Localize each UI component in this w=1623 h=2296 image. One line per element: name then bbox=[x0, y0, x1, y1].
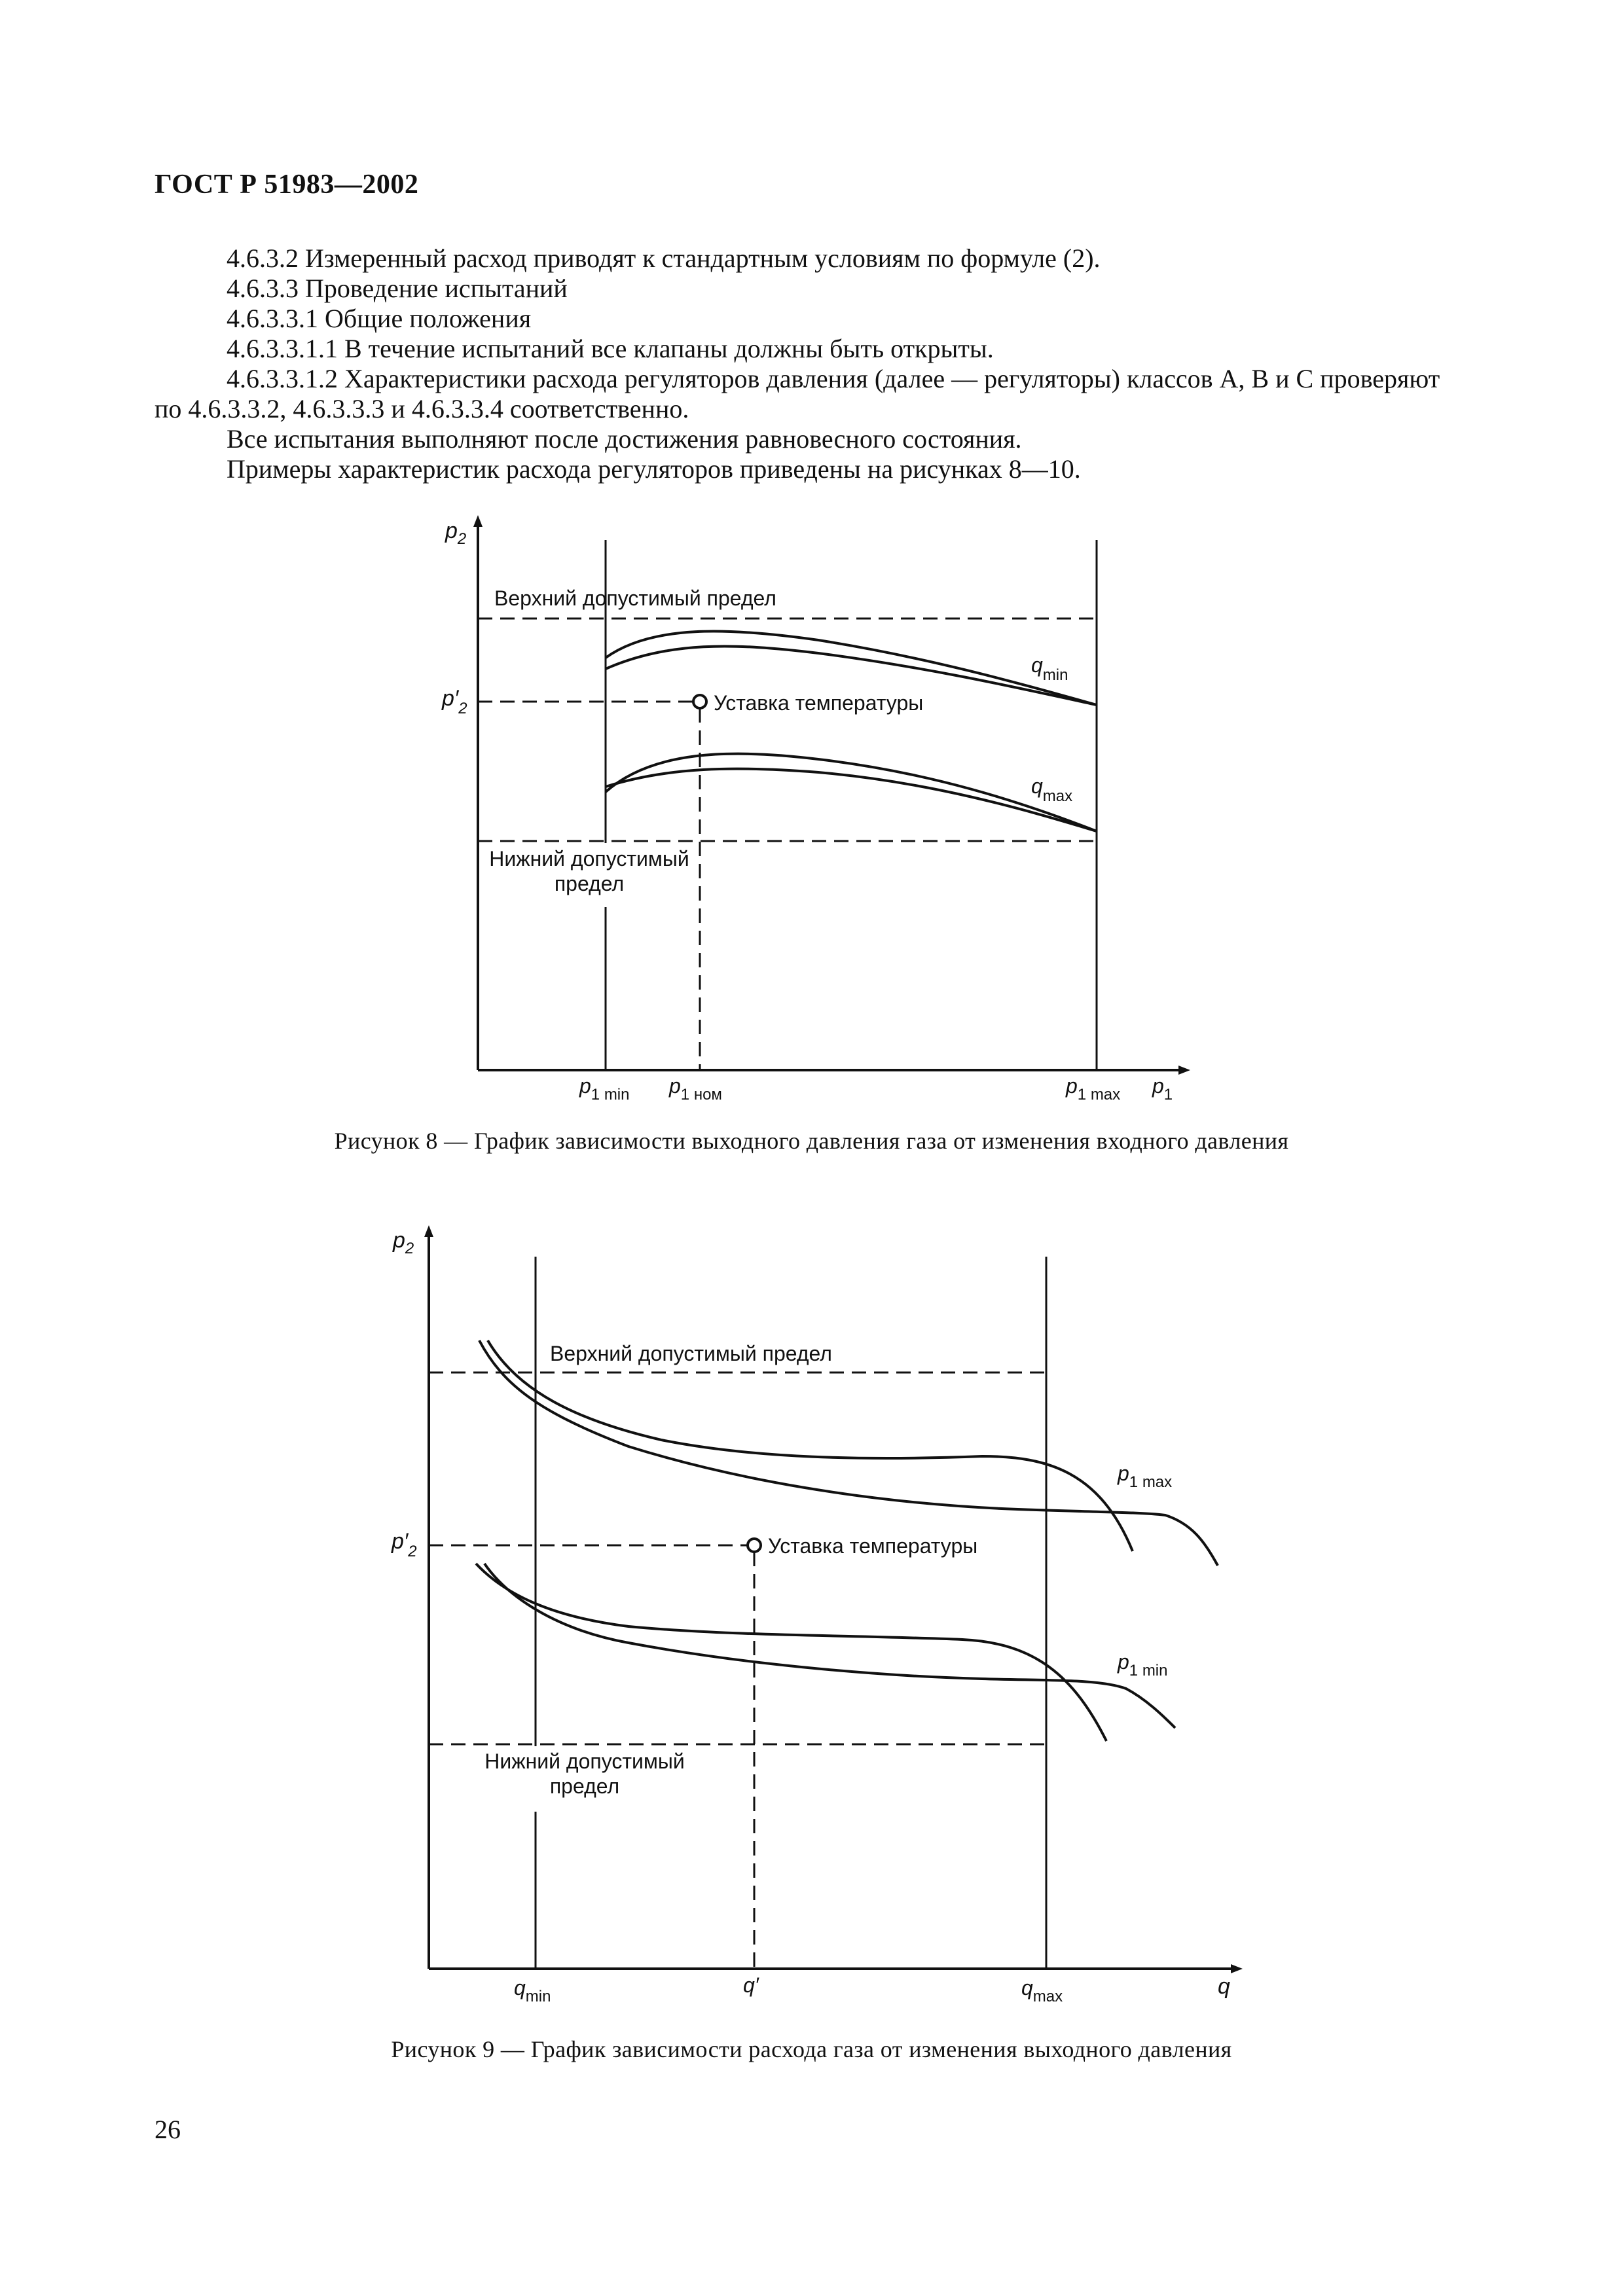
document-header: ГОСТ Р 51983—2002 bbox=[155, 170, 419, 200]
y-tick-setpoint-label: $p'_2$ bbox=[442, 686, 467, 717]
x-tick-qmax: $q_{max}$ bbox=[1021, 1976, 1063, 2005]
page-number: 26 bbox=[155, 2115, 181, 2144]
curve-p1max-label: $p_{1 max}$ bbox=[1118, 1462, 1173, 1491]
figure-8-caption: Рисунок 8 — График зависимости выходного давления газа от изменения входного давления bbox=[334, 1128, 1289, 1154]
curve-p1min-a bbox=[476, 1564, 1106, 1741]
lower-limit-label: Нижний допустимый предел bbox=[489, 847, 689, 895]
curve-p1min-label: $p_{1 min}$ bbox=[1118, 1650, 1168, 1679]
setpoint-marker bbox=[748, 1539, 761, 1552]
setpoint-label: Уставка температуры bbox=[768, 1534, 978, 1558]
x-tick-qmin: $q_{min}$ bbox=[514, 1976, 551, 2005]
figure-9-caption: Рисунок 9 — График зависимости расхода газа от изменения выходного давления bbox=[391, 2036, 1232, 2062]
lower-limit-label: Нижний допустимый предел bbox=[484, 1749, 685, 1798]
paragraph: 4.6.3.2 Измеренный расход приводят к стандартным условиям по формуле (2). bbox=[227, 243, 1101, 273]
curve-p1max-b bbox=[479, 1340, 1218, 1566]
upper-limit-label: Верхний допустимый предел bbox=[494, 586, 776, 610]
paragraph: 4.6.3.3.1.2 Характеристики расхода регуляторов давления (далее — регуляторы) классов А, В и С проверяют по 4.6.3.3.2, 4.6.3.3.3 и 4.6.3.3.4 соответственно. bbox=[155, 364, 1440, 423]
paragraph: 4.6.3.3.1.1 В течение испытаний все клапаны должны быть открыты. bbox=[227, 334, 994, 363]
paragraph: 4.6.3.3 Проведение испытаний bbox=[227, 274, 568, 303]
x-tick-p1nom: $p_{1 ном}$ bbox=[669, 1074, 722, 1103]
y-axis-label: $p_2$ bbox=[393, 1228, 414, 1257]
curve-qmin-label: $q_{min}$ bbox=[1031, 653, 1068, 684]
setpoint-label: Уставка температуры bbox=[714, 691, 924, 715]
x-tick-p1max: $p_{1 max}$ bbox=[1066, 1074, 1121, 1103]
paragraph: Примеры характеристик расхода регуляторов приведены на рисунках 8—10. bbox=[227, 454, 1081, 484]
curve-qmax-label: $q_{max}$ bbox=[1031, 774, 1073, 805]
x-tick-q-prime: q′ bbox=[743, 1973, 759, 1997]
x-tick-p1min: $p_{1 min}$ bbox=[579, 1074, 630, 1103]
paragraph: 4.6.3.3.1 Общие положения bbox=[227, 304, 532, 333]
y-axis-label: $p_2$ bbox=[445, 518, 467, 548]
x-axis-label: $p_1$ bbox=[1152, 1074, 1173, 1103]
paragraph: Все испытания выполняют после достижения равновесного состояния. bbox=[227, 424, 1022, 454]
y-tick-setpoint-label: $p'_2$ bbox=[392, 1529, 417, 1560]
x-axis-label: q bbox=[1218, 1974, 1230, 1999]
upper-limit-label: Верхний допустимый предел bbox=[550, 1342, 832, 1365]
curve-p1min-b bbox=[484, 1564, 1175, 1728]
